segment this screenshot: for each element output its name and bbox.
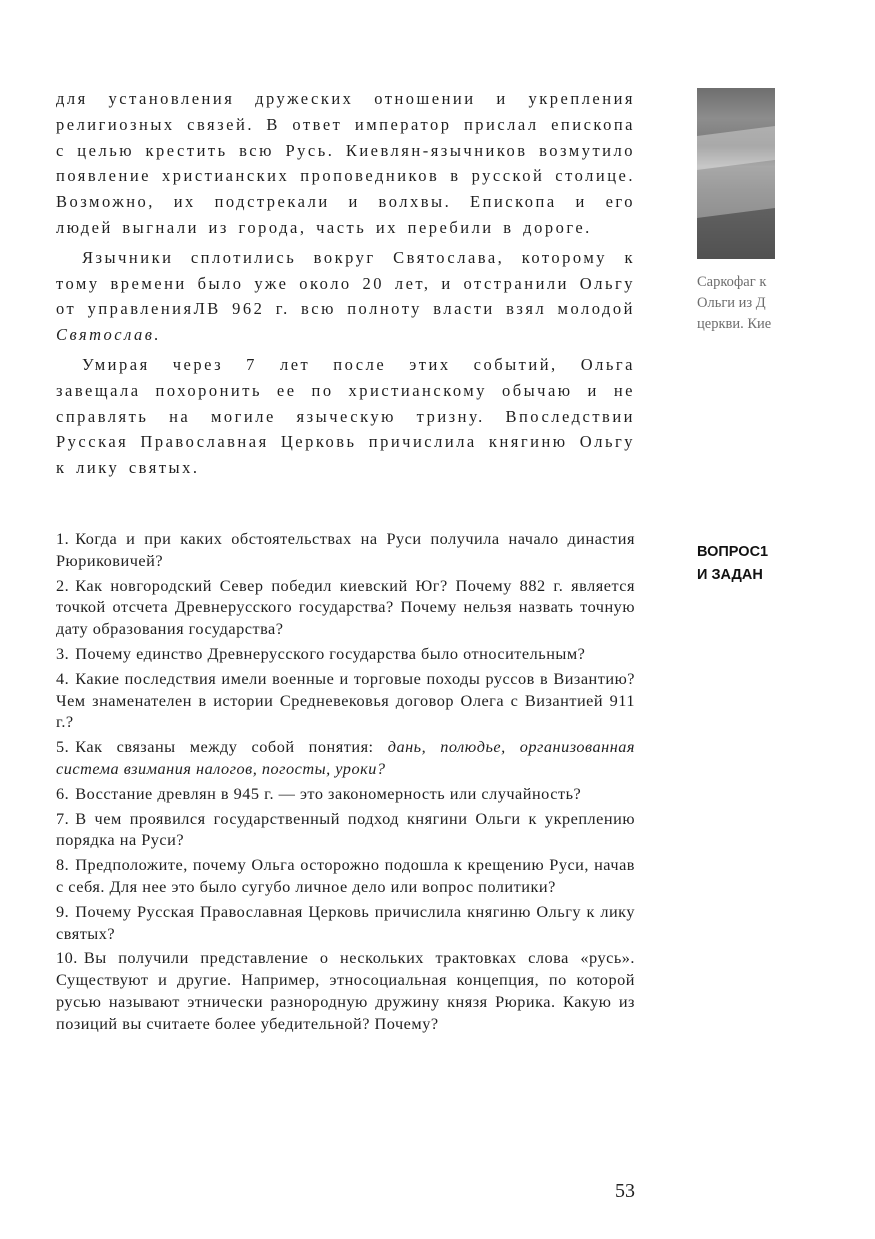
question-italic-terms: дань, полюдье, организованная система взимания налогов, погосты, уроки? <box>56 737 636 778</box>
question-text: Какие последствия имели военные и торговые походы руссов в Византию? Чем знаменателен в истории Средневековья договор Олега с Византией 911 г.? <box>56 668 635 732</box>
question-item <box>56 575 635 640</box>
question-text: Предположите, почему Ольга осторожно подошла к крещению Руси, начав с себя. Для нее это было сугубо личное дело или вопрос политики? <box>56 855 635 896</box>
question-number: 2. <box>56 575 70 595</box>
photo-caption-line: Ольги из Д <box>697 295 766 311</box>
question-number: 5. <box>56 737 70 757</box>
photo-caption-line: Саркофаг к <box>697 274 767 290</box>
question-text: Почему единство Древнерусского государства было относительным? <box>75 643 586 663</box>
question-text: В чем проявился государственный подход княгини Ольги к укреплению порядка на Руси? <box>56 808 635 850</box>
main-text-column <box>56 86 635 481</box>
question-text: Как связаны между собой понятия: <box>75 737 388 757</box>
question-number: 9. <box>56 901 70 921</box>
question-item <box>56 643 635 665</box>
question-item <box>56 528 635 572</box>
question-text: Восстание древлян в 945 г. — это закономерность или случайность? <box>75 783 582 803</box>
question-text: Как новгородский Север победил киевский Юг? Почему 882 г. является точкой отсчета Древнерусского государства? Почему нельзя назвать точную дату образования государства? <box>56 575 635 639</box>
question-number: 10. <box>56 948 78 968</box>
section-heading <box>697 541 779 587</box>
question-text: Почему Русская Православная Церковь причислила княгиню Ольгу к лику святых? <box>56 901 635 943</box>
photo-caption-line: церкви. Кие <box>697 316 772 332</box>
question-number: 4. <box>56 668 70 688</box>
question-item <box>56 736 635 780</box>
question-number: 8. <box>56 855 70 875</box>
question-item <box>56 854 635 898</box>
sarcophagus-photo-icon <box>697 88 775 259</box>
questions-list <box>56 528 635 1038</box>
question-item <box>56 783 635 805</box>
paragraph-2-text: Язычники сплотились вокруг Святослава, которому к тому времени было уже около 20 лет, и отстранили Ольгу от управленияЛВ 962 г. всю полноту власти взял молодой <box>56 247 635 319</box>
photo-caption <box>697 272 775 335</box>
paragraph-2 <box>56 245 635 348</box>
paragraph-2-italic: Святослав. <box>56 325 162 345</box>
question-item <box>56 947 635 1034</box>
section-heading-line: ВОПРОС1 <box>697 544 769 560</box>
question-number: 6. <box>56 783 70 803</box>
question-number: 3. <box>56 643 70 663</box>
question-text: Когда и при каких обстоятельствах на Руси получила начало династия Рюриковичей? <box>56 529 635 570</box>
question-text: Вы получили представление о нескольких трактовках слова «русь». Существуют и другие. Например, этносоциальная концепция, по которой русью называют этнически разнородную дружину князя Рюрика. Какую из позиций вы считаете более убедительной? Почему? <box>56 948 635 1033</box>
question-item <box>56 901 635 945</box>
section-heading-line: И ЗАДАН <box>697 567 763 583</box>
paragraph-1: для установления дружеских отношении и укрепления религиозных связей. В ответ император прислал епископа с целью крестить всю Русь. Киевлян-язычников возмутило появление христианских проповедников в русской столице. Возможно, их подстрекали и волхвы. Епископа и его людей выгнали из города, часть их перебили в дороге. <box>56 89 635 237</box>
page-number: 53 <box>615 1180 635 1202</box>
sarcophagus-photo <box>697 88 775 259</box>
paragraph-3: Умирая через 7 лет после этих событий, Ольга завещала похоронить ее по христианскому обычаю и не справлять на могиле языческую тризну. Впоследствии Русская Православная Церковь причислила княгиню Ольгу к лику святых. <box>56 354 635 478</box>
question-item <box>56 668 635 733</box>
question-item <box>56 808 635 852</box>
question-number: 1. <box>56 529 70 548</box>
question-number: 7. <box>56 808 70 828</box>
